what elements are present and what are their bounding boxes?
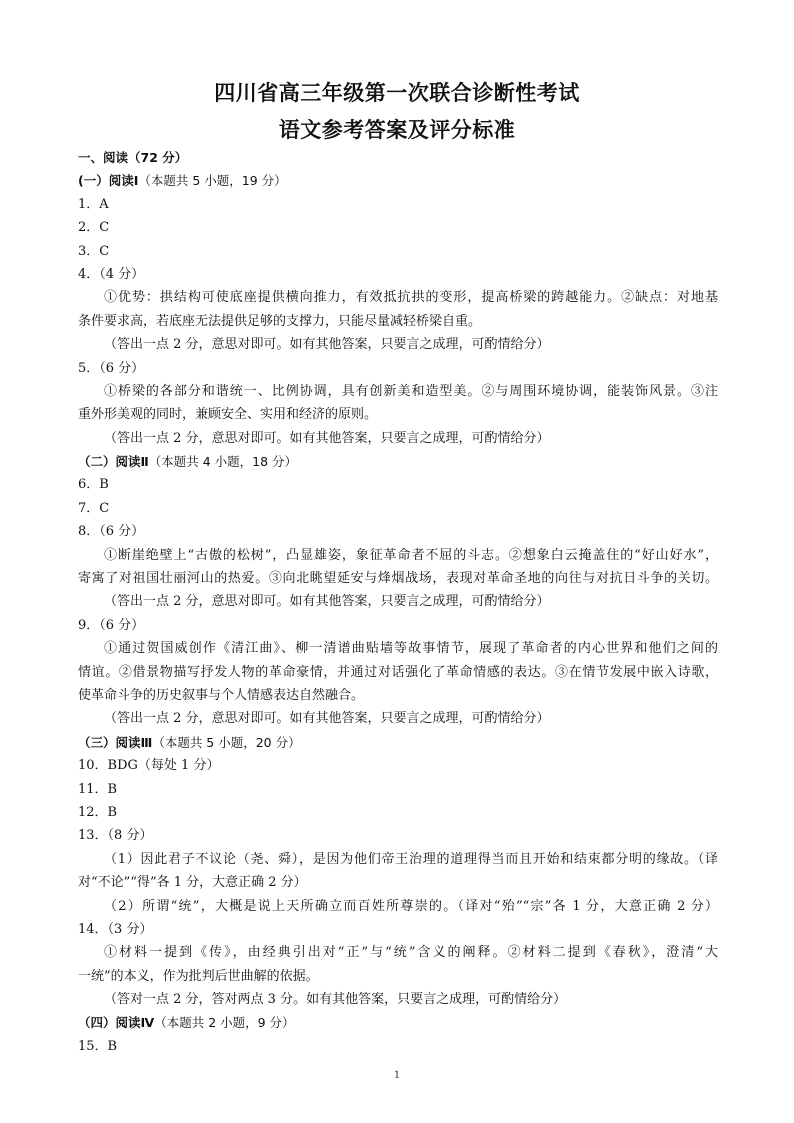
- line-text: （2）所谓“统”，大概是说上天所确立而百姓所尊崇的。（译对“殆”“宗”各 1 分，大意正确 2 分）: [104, 898, 718, 914]
- answer-line: [78, 263, 718, 286]
- line-text: （答出一点 2 分，意思对即可。如有其他答案，只要言之成理，可酌情给分）: [104, 430, 550, 446]
- line-text: （四）阅读Ⅳ: [78, 1015, 155, 1031]
- answer-line: [78, 614, 718, 637]
- line-text: 7．C: [78, 500, 110, 516]
- line-text: 3．C: [78, 243, 110, 259]
- answer-line: [78, 403, 718, 426]
- section-note: （本题共 4 小题，18 分）: [148, 454, 298, 470]
- answer-line: [78, 240, 718, 263]
- line-text: 14．（3 分）: [78, 921, 153, 937]
- section-note: （本题共 5 小题，20 分）: [152, 734, 301, 750]
- section-heading: [78, 169, 718, 192]
- line-text: ①断崖绝壁上“古傲的松树”，凸显雄姿，象征革命者不屈的斗志。②想象白云掩盖住的“好山好水”，: [104, 547, 718, 563]
- answer-line: [78, 661, 718, 684]
- answer-line: [104, 333, 718, 356]
- line-text: 13．（8 分）: [78, 828, 153, 844]
- answer-line: [104, 848, 718, 871]
- answer-line: [78, 918, 718, 941]
- answer-line: [78, 357, 718, 380]
- answer-line: [104, 380, 718, 403]
- answer-line: [104, 286, 718, 309]
- answer-line: [104, 427, 718, 450]
- answer-line: [104, 988, 718, 1011]
- line-text: 情谊。②借景物描写抒发人物的革命豪情，并通过对话强化了革命情感的表达。③在情节发展中嵌入诗歌，: [78, 664, 718, 680]
- page-number: 1: [393, 1070, 401, 1081]
- line-text: 8．（6 分）: [78, 524, 145, 540]
- line-text: 2．C: [78, 220, 110, 236]
- answer-line: [78, 754, 718, 777]
- line-text: (一）阅读Ⅰ: [78, 173, 139, 189]
- answer-line: [78, 216, 718, 239]
- answer-line: [104, 544, 718, 567]
- section-heading: [78, 731, 718, 754]
- line-text: （答出一点 2 分，意思对即可。如有其他答案，只要言之成理，可酌情给分）: [104, 337, 550, 353]
- document-title: 四川省高三年级第一次联合诊断性考试: [214, 81, 580, 105]
- answer-line: [78, 497, 718, 520]
- answer-line: [104, 590, 718, 613]
- line-text: 一统”的本义，作为批判后世曲解的依据。: [78, 968, 319, 984]
- answer-line: [104, 941, 718, 964]
- line-text: ①通过贺国威创作《清江曲》、柳一清谱曲贴墙等故事情节，展现了革命者的内心世界和他们之间的: [104, 641, 718, 657]
- answer-line: [78, 310, 718, 333]
- answer-line: [78, 965, 718, 988]
- answer-content: [0, 146, 794, 1058]
- section-heading: [78, 1011, 718, 1034]
- line-text: （1）因此君子不议论（尧、舜），是因为他们帝王治理的道理得当而且开始和结束都分明的缘故。（译: [104, 851, 718, 867]
- line-text: 条件要求高，若底座无法提供足够的支撑力，只能尽量减轻桥梁自重。: [78, 313, 482, 329]
- line-text: 9．（6 分）: [78, 617, 145, 633]
- line-text: （答出一点 2 分，意思对即可。如有其他答案，只要言之成理，可酌情给分）: [104, 711, 550, 727]
- answer-line: [78, 871, 718, 894]
- answer-line: [78, 193, 718, 216]
- line-text: 12．B: [78, 804, 118, 820]
- line-text: （二）阅读Ⅱ: [78, 454, 149, 470]
- line-text: （答出一点 2 分，意思对即可。如有其他答案，只要言之成理，可酌情给分）: [104, 594, 550, 610]
- line-text: ①优势：拱结构可使底座提供横向推力，有效抵抗拱的变形，提高桥梁的跨越能力。②缺点：对地基: [104, 290, 718, 306]
- document-subtitle: 语文参考答案及评分标准: [278, 118, 516, 142]
- line-text: 5．（6 分）: [78, 360, 145, 376]
- line-text: 寄寓了对祖国壮丽河山的热爱。③向北眺望延安与烽烟战场，表现对革命圣地的向往与对抗日斗争的关切。: [78, 571, 718, 587]
- answer-line: [78, 778, 718, 801]
- line-text: 1．A: [78, 196, 109, 212]
- line-text: 11．B: [78, 781, 118, 797]
- answer-line: [78, 824, 718, 847]
- line-text: 使革命斗争的历史叙事与个人情感表达自然融合。: [78, 687, 365, 703]
- answer-line: [78, 567, 718, 590]
- section-heading: [78, 450, 718, 473]
- answer-line: [78, 1035, 718, 1058]
- answer-line: [78, 801, 718, 824]
- line-text: 6．B: [78, 477, 109, 493]
- line-text: 4．（4 分）: [78, 266, 145, 282]
- line-text: 15．B: [78, 1038, 118, 1054]
- line-text: ①材料一提到《传》，由经典引出对“正”与“统”含义的阐释。②材料二提到《春秋》，澄清“大: [104, 945, 718, 961]
- line-text: （三）阅读Ⅲ: [78, 734, 153, 750]
- line-text: 对“不论”“得”各 1 分，大意正确 2 分）: [78, 875, 307, 891]
- answer-line: [104, 707, 718, 730]
- answer-line: [78, 520, 718, 543]
- answer-line: [78, 473, 718, 496]
- line-text: ①桥梁的各部分和谐统一、比例协调，具有创新美和造型美。②与周围环境协调，能装饰风景。③注: [104, 383, 718, 399]
- line-text: 一、阅读（72 分）: [78, 150, 188, 165]
- line-text: （答对一点 2 分，答对两点 3 分。如有其他答案，只要言之成理，可酌情给分）: [104, 992, 567, 1008]
- answer-line: [104, 895, 718, 918]
- answer-line: [78, 684, 718, 707]
- line-text: 10．BDG（每处 1 分）: [78, 758, 220, 774]
- line-text: 重外形美观的同时，兼顾安全、实用和经济的原则。: [78, 407, 378, 423]
- answer-line: [104, 637, 718, 660]
- section-note: （本题共 5 小题，19 分）: [138, 173, 287, 189]
- section-heading: [78, 146, 718, 169]
- section-note: （本题共 2 小题，9 分）: [154, 1015, 295, 1031]
